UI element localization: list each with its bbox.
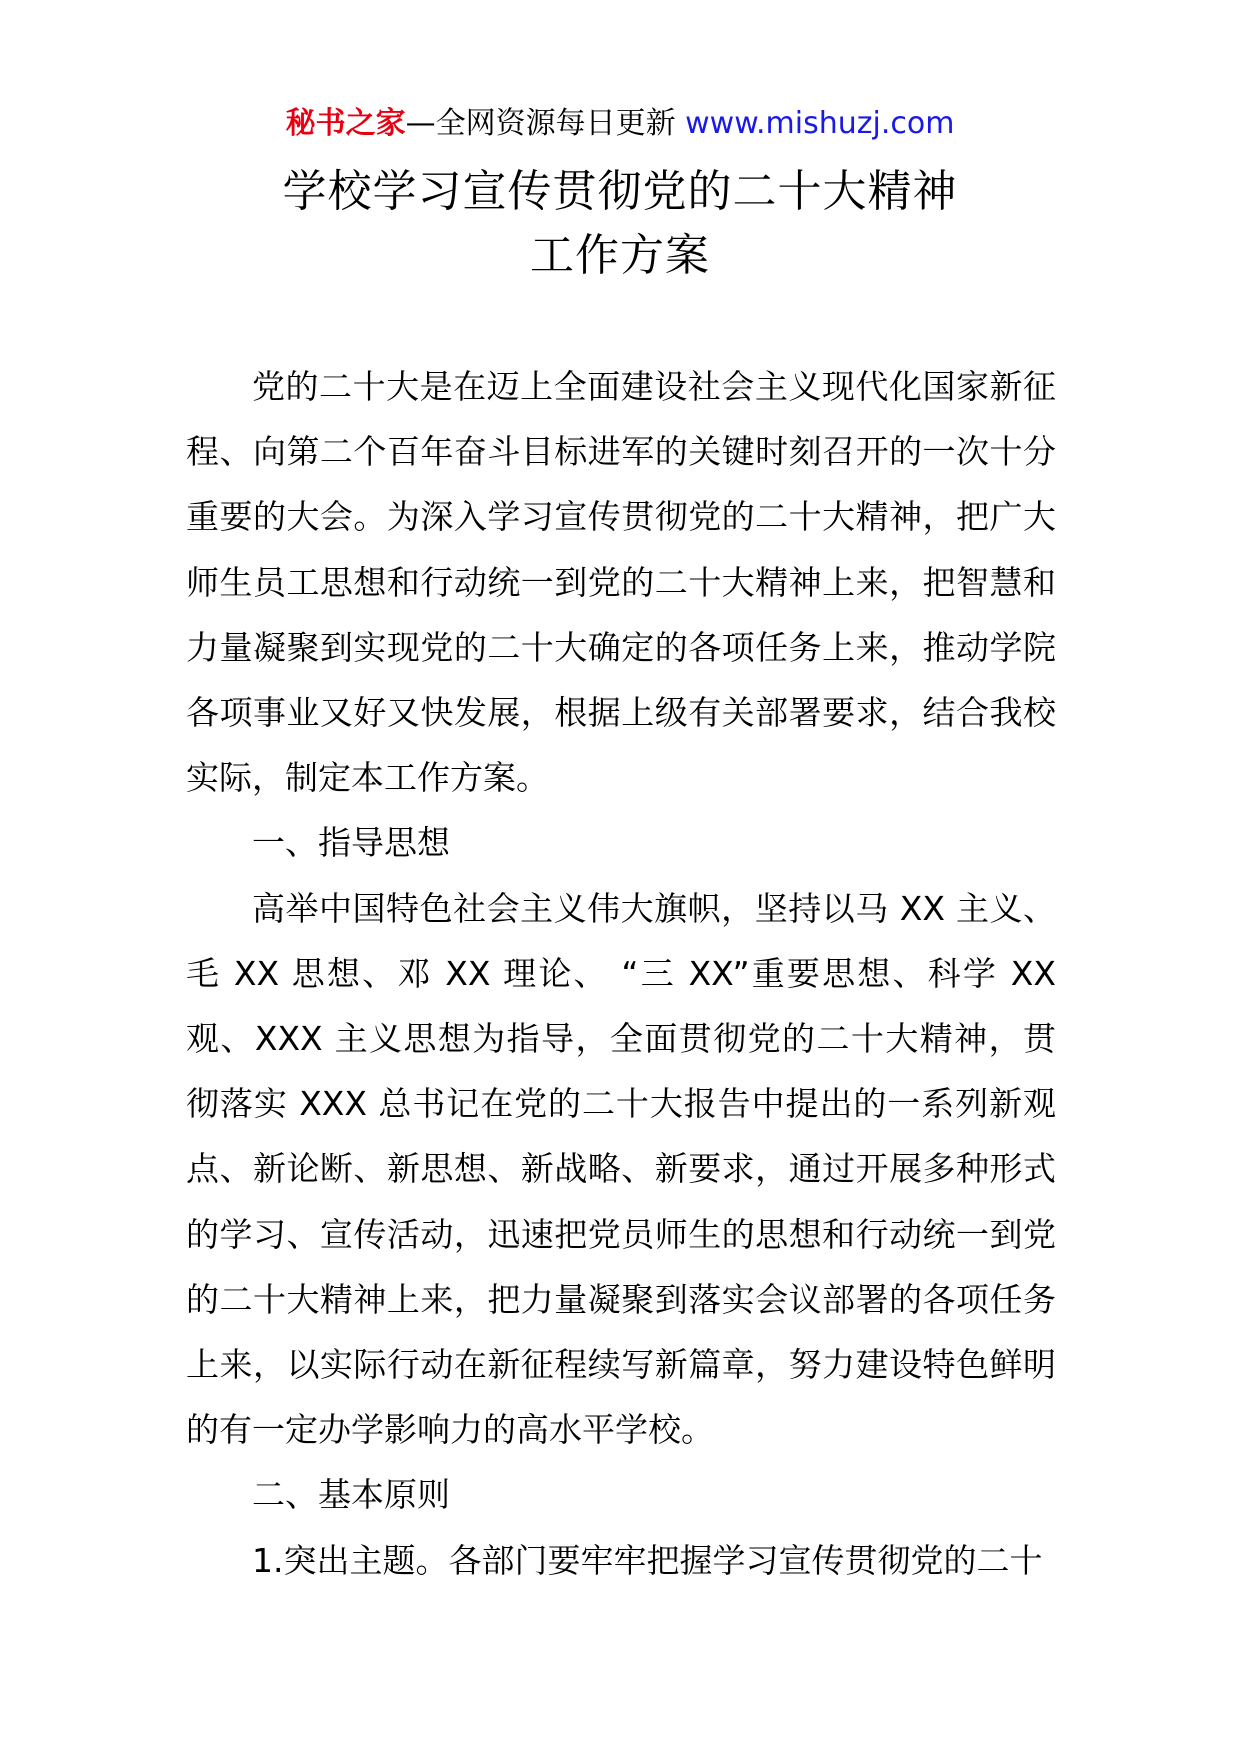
title-line-2: 工作方案 [530, 230, 710, 281]
brand-name: 秘书之家 [285, 106, 406, 141]
guiding-ideology-paragraph: 高举中国特色社会主义伟大旗帜，坚持以马 XX 主义、毛 XX 思想、邓 XX 理论、 “三 XX”重要思想、科学 XX 观、XXX 主义思想为指导，全面贯彻党的二十大精神，贯彻落实 XXX 总书记在党的二十大报告中提出的一系列新观点、新论断、新思想、新战略、新要求，通过开展多种形式的学习、宣传活动，迅速把党员师生的思想和行动统一到党的二十大精神上来，把力量凝聚到落实会议部署的各项任务上来，以实际行动在新征程续写新篇章，努力建设特色鲜明的有一定办学影响力的高水平学校。 [186, 888, 1056, 1450]
intro-paragraph: 党的二十大是在迈上全面建设社会主义现代化国家新征程、向第二个百年奋斗目标进军的关键时刻召开的一次十分重要的大会。为深入学习宣传贯彻党的二十大精神，把广大师生员工思想和行动统一到党的二十大精神上来，把智慧和力量凝聚到实现党的二十大确定的各项任务上来，推动学院各项事业又好又快发展，根据上级有关部署要求，结合我校实际，制定本工作方案。 [186, 367, 1056, 798]
principle-1-paragraph: 1.突出主题。各部门要牢牢把握学习宣传贯彻党的二十 [252, 1540, 1043, 1580]
site-header [0, 102, 1240, 146]
title-line-1: 学校学习宣传贯彻党的二十大精神 [282, 166, 958, 217]
site-url-link[interactable]: www.mishuzj.com [685, 106, 955, 141]
document-title [0, 160, 1240, 288]
section-heading-basic-principles: 二、基本原则 [252, 1475, 450, 1515]
header-tagline: —全网资源每日更新 [405, 106, 686, 141]
document-body [186, 354, 1056, 1593]
section-heading-guiding-ideology: 一、指导思想 [252, 823, 450, 863]
